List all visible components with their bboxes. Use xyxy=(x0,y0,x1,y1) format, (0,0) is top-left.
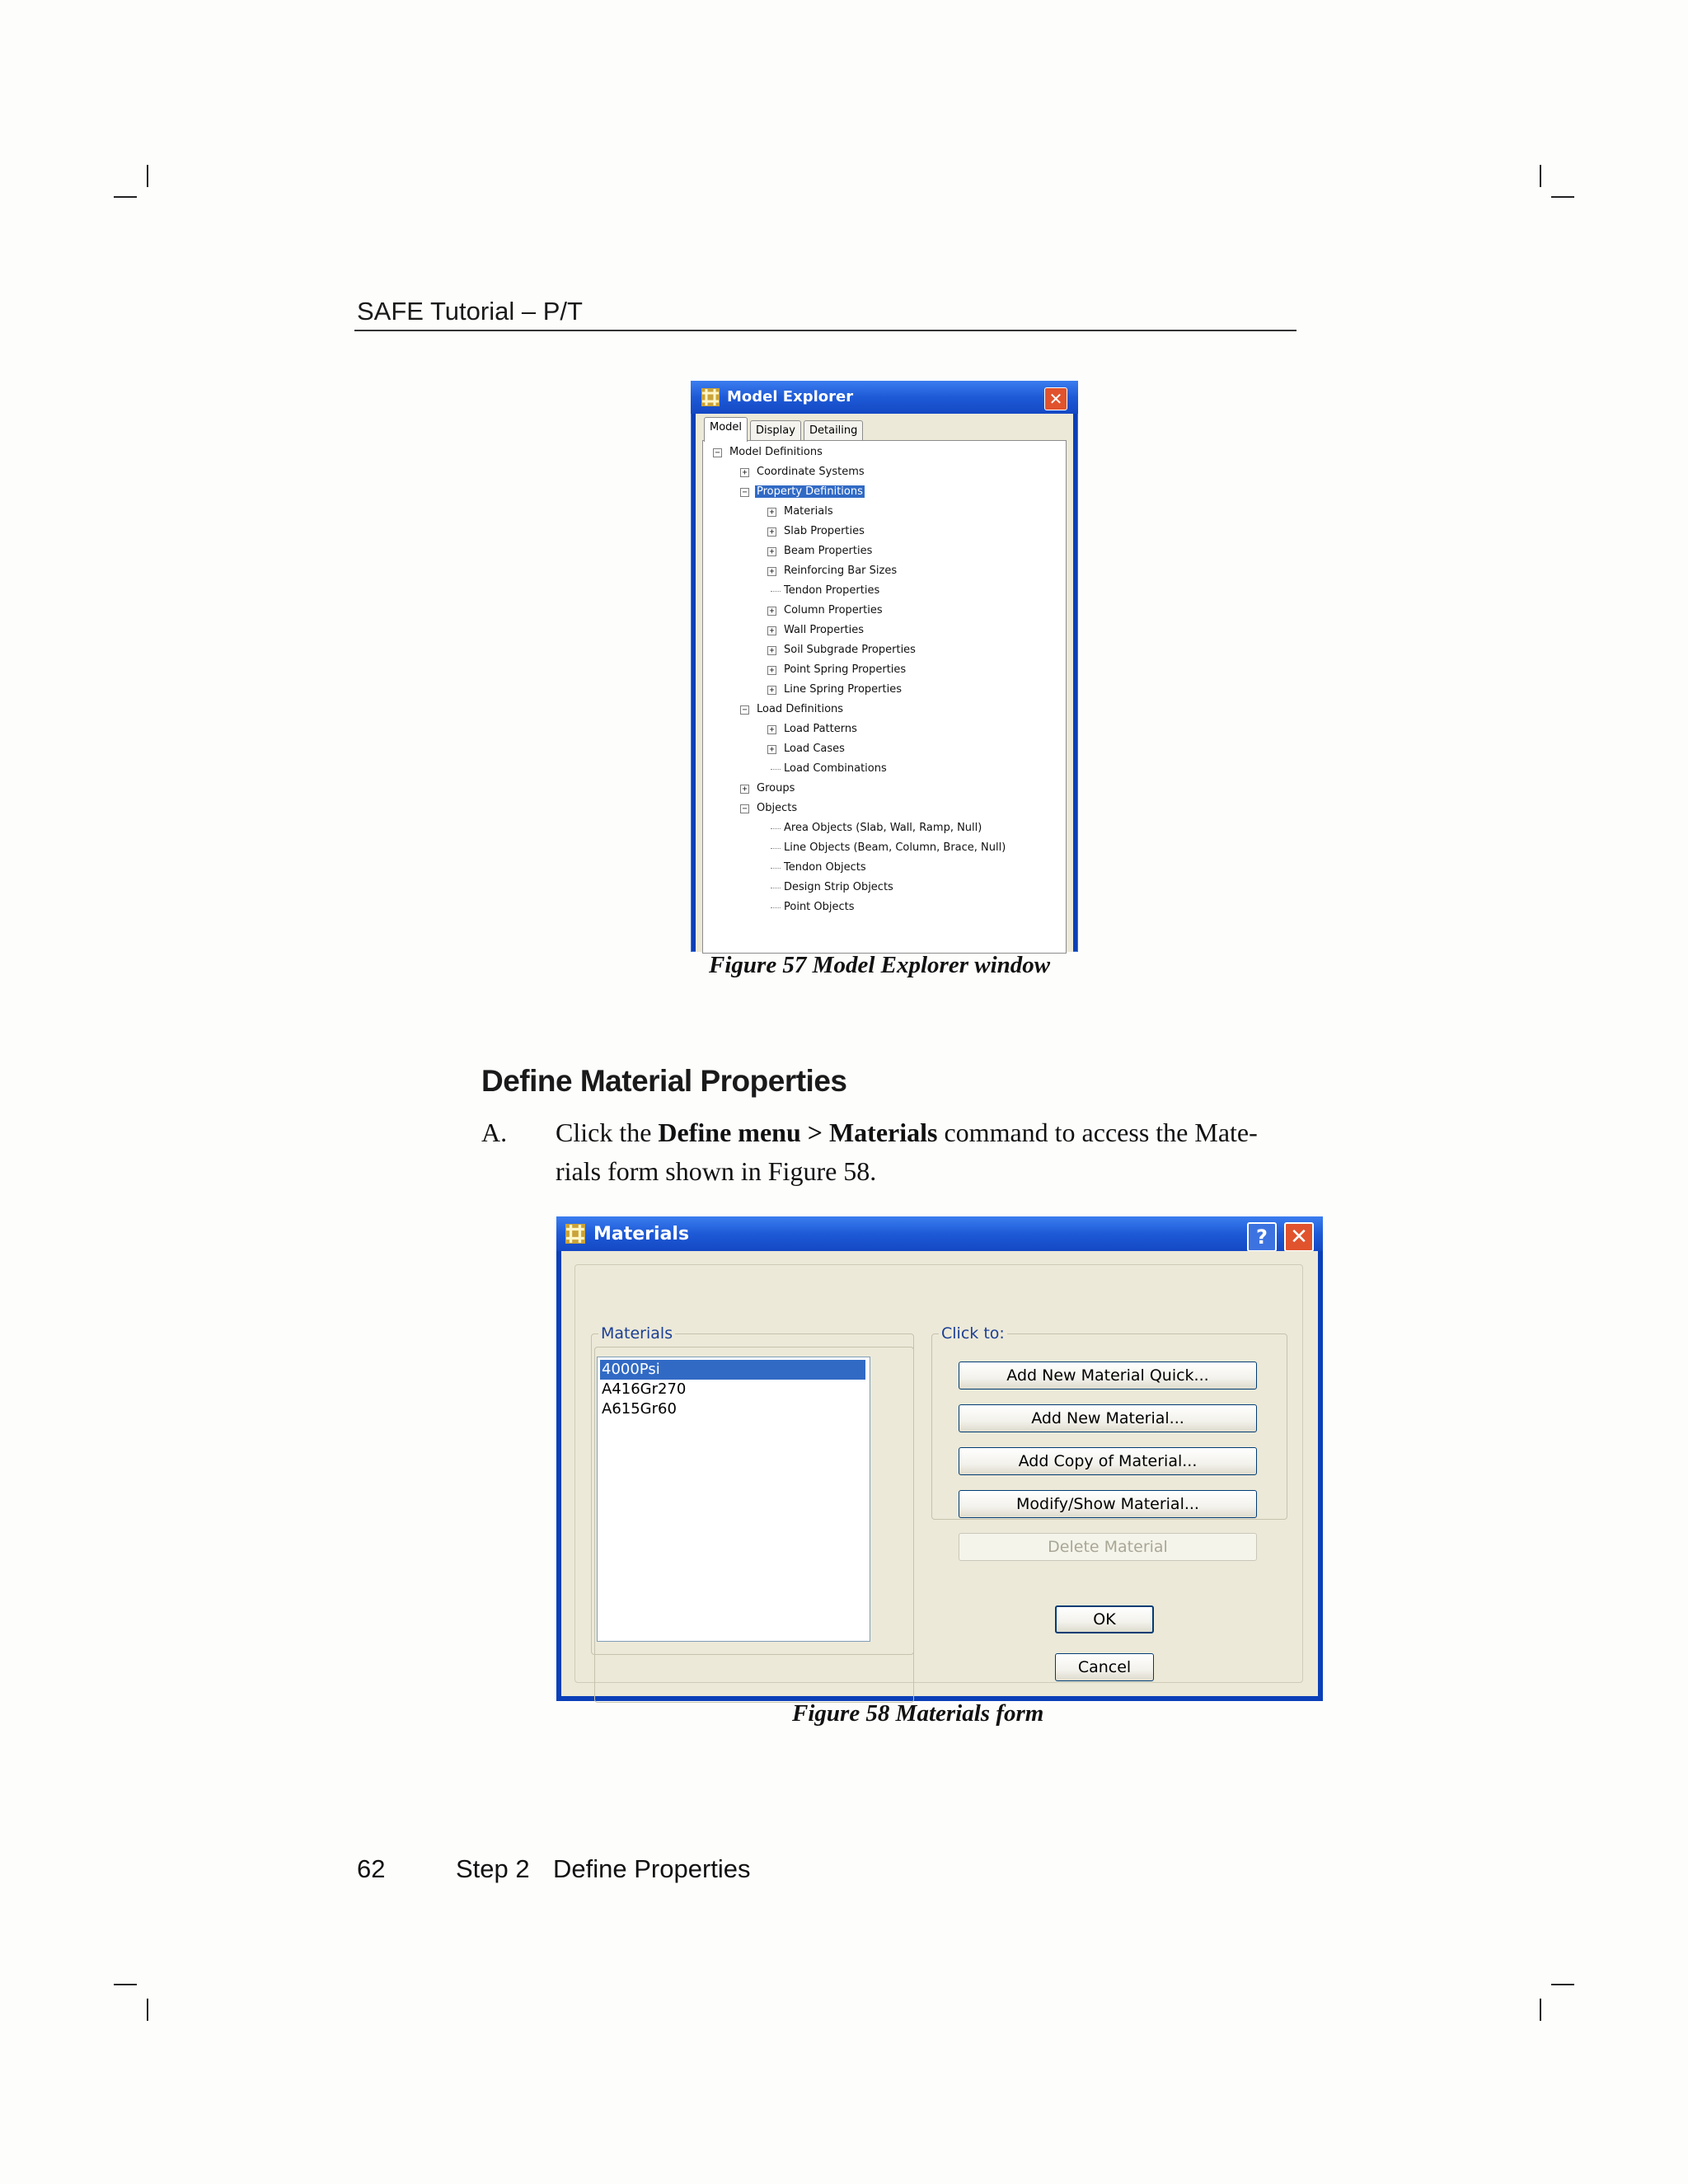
cancel-button[interactable]: Cancel xyxy=(1055,1653,1154,1681)
tree-item[interactable] xyxy=(769,523,866,540)
tree-item-label: Area Objects (Slab, Wall, Ramp, Null) xyxy=(784,822,982,834)
running-header: SAFE Tutorial – P/T xyxy=(357,297,583,326)
click-to-label: Click to: xyxy=(939,1324,1007,1343)
tree-item[interactable] xyxy=(769,721,859,738)
step-line-1 xyxy=(556,1118,1258,1148)
materials-titlebar[interactable] xyxy=(556,1216,1323,1251)
materials-title: Materials xyxy=(593,1224,690,1244)
tree-item-label: Load Patterns xyxy=(784,723,857,735)
tree-item[interactable] xyxy=(782,860,868,876)
materials-dialog xyxy=(556,1216,1323,1701)
tree-connector xyxy=(771,907,781,908)
tree-item-label: Coordinate Systems xyxy=(757,466,865,478)
tree-item-label: Model Definitions xyxy=(729,446,823,458)
tree-item[interactable] xyxy=(742,464,866,480)
tree-item-label: Line Spring Properties xyxy=(784,683,903,696)
tree-item[interactable] xyxy=(782,840,1007,856)
tree-connector xyxy=(771,828,781,829)
expand-icon[interactable]: + xyxy=(767,567,776,576)
crop-mark xyxy=(147,1999,148,2021)
tree-item[interactable] xyxy=(782,899,856,916)
crop-mark xyxy=(114,1984,137,1985)
add-copy-of-material-button[interactable]: Add Copy of Material... xyxy=(959,1447,1257,1475)
collapse-icon[interactable]: − xyxy=(740,488,749,497)
collapse-icon[interactable]: − xyxy=(740,804,749,813)
tree-item-label: Tendon Objects xyxy=(784,861,866,874)
model-explorer-titlebar[interactable] xyxy=(691,381,1078,414)
help-icon[interactable]: ? xyxy=(1247,1222,1277,1252)
tree-item[interactable] xyxy=(782,583,881,599)
step-line-2: rials form shown in Figure 58. xyxy=(556,1156,877,1186)
expand-icon[interactable]: + xyxy=(740,468,749,477)
ok-button[interactable]: OK xyxy=(1055,1605,1154,1633)
crop-mark xyxy=(147,165,148,187)
expand-icon[interactable]: + xyxy=(767,725,776,734)
delete-material-button[interactable]: Delete Material xyxy=(959,1533,1257,1561)
crop-mark xyxy=(1540,1999,1541,2021)
app-grid-icon xyxy=(701,388,720,406)
tree-item-label: Line Objects (Beam, Column, Brace, Null) xyxy=(784,841,1006,854)
tree-item-label: Tendon Properties xyxy=(784,584,880,597)
expand-icon[interactable]: + xyxy=(767,508,776,517)
tree-item-label: Property Definitions xyxy=(757,485,863,498)
tree-item[interactable] xyxy=(742,701,845,718)
tree-item[interactable] xyxy=(769,642,917,658)
close-icon[interactable]: ✕ xyxy=(1044,387,1067,410)
tab-detailing[interactable]: Detailing xyxy=(804,420,863,441)
tree-item-label: Point Objects xyxy=(784,901,855,913)
tree-item-label: Load Cases xyxy=(784,743,845,755)
step-text: command to access the Mate- xyxy=(937,1118,1258,1147)
modify-show-material-button[interactable]: Modify/Show Material... xyxy=(959,1490,1257,1518)
tab-model[interactable]: Model xyxy=(704,417,748,442)
collapse-icon[interactable]: − xyxy=(740,705,749,715)
expand-icon[interactable]: + xyxy=(767,646,776,655)
list-item[interactable]: A416Gr270 xyxy=(602,1380,687,1398)
tree-item-label: Load Combinations xyxy=(784,762,887,775)
step-text: Click the xyxy=(556,1118,659,1147)
footer-step: Step 2 xyxy=(456,1854,530,1883)
close-icon[interactable]: ✕ xyxy=(1284,1222,1314,1252)
tree-item-label: Column Properties xyxy=(784,604,883,616)
tree-item[interactable] xyxy=(769,741,846,757)
crop-mark xyxy=(1551,196,1574,198)
tree-item-label: Slab Properties xyxy=(784,525,865,537)
expand-icon[interactable]: + xyxy=(767,686,776,695)
tree-item-label: Point Spring Properties xyxy=(784,663,907,676)
expand-icon[interactable]: + xyxy=(767,666,776,675)
tree-item[interactable] xyxy=(742,800,799,817)
expand-icon[interactable]: + xyxy=(767,547,776,556)
tree-item[interactable] xyxy=(769,662,907,678)
tree-item[interactable] xyxy=(742,780,796,797)
list-item[interactable]: A615Gr60 xyxy=(602,1400,677,1418)
tree-item[interactable] xyxy=(769,682,903,698)
tree-item-label: Design Strip Objects xyxy=(784,881,893,893)
tree-item-label: Soil Subgrade Properties xyxy=(784,644,916,656)
expand-icon[interactable]: + xyxy=(740,785,749,794)
tree-connector xyxy=(771,769,781,770)
tree-item-label: Objects xyxy=(757,802,798,814)
step-letter: A. xyxy=(481,1118,508,1147)
tree-item[interactable] xyxy=(782,879,895,896)
tree-item[interactable] xyxy=(769,602,884,619)
add-new-material-button[interactable]: Add New Material... xyxy=(959,1404,1257,1432)
tree-item[interactable] xyxy=(769,543,874,560)
tree-connector xyxy=(771,591,781,592)
tree-connector xyxy=(771,848,781,849)
materials-body xyxy=(561,1251,1318,1696)
model-tree[interactable] xyxy=(702,440,1067,954)
page-number: 62 xyxy=(357,1854,386,1883)
expand-icon[interactable]: + xyxy=(767,745,776,754)
section-heading: Define Material Properties xyxy=(481,1064,847,1098)
expand-icon[interactable]: + xyxy=(767,626,776,635)
footer-title: Define Properties xyxy=(553,1854,751,1883)
tree-item-label: Materials xyxy=(784,505,833,518)
tree-connector xyxy=(771,868,781,869)
collapse-icon[interactable]: − xyxy=(713,448,722,457)
tree-item-label: Reinforcing Bar Sizes xyxy=(784,565,898,577)
tree-item-label: Beam Properties xyxy=(784,545,873,557)
tree-item-label: Wall Properties xyxy=(784,624,865,636)
materials-listbox[interactable] xyxy=(597,1357,870,1642)
tree-item[interactable] xyxy=(782,761,889,777)
model-explorer-title: Model Explorer xyxy=(727,388,854,405)
expand-icon[interactable]: + xyxy=(767,607,776,616)
tab-display[interactable]: Display xyxy=(750,420,801,441)
add-new-material-quick-button[interactable]: Add New Material Quick... xyxy=(959,1361,1257,1390)
tree-item[interactable] xyxy=(782,820,983,837)
figure-58-caption: Figure 58 Materials form xyxy=(792,1700,1044,1727)
header-rule xyxy=(354,330,1296,331)
tree-item[interactable] xyxy=(769,622,865,639)
tree-item[interactable] xyxy=(715,444,824,461)
model-explorer-window xyxy=(691,381,1078,952)
crop-mark xyxy=(1540,165,1541,187)
app-grid-icon xyxy=(565,1224,585,1244)
crop-mark xyxy=(1551,1984,1574,1985)
tree-item[interactable] xyxy=(742,484,865,500)
tree-item-label: Groups xyxy=(757,782,795,794)
model-explorer-body xyxy=(696,414,1073,952)
tree-item[interactable] xyxy=(769,563,898,579)
figure-57-caption: Figure 57 Model Explorer window xyxy=(709,952,1051,978)
tree-item[interactable] xyxy=(769,504,835,520)
tree-item-label: Load Definitions xyxy=(757,703,844,715)
materials-group-label: Materials xyxy=(598,1324,675,1343)
menu-path: Define menu > Materials xyxy=(658,1118,938,1147)
expand-icon[interactable]: + xyxy=(767,527,776,537)
list-item[interactable]: 4000Psi xyxy=(600,1360,865,1380)
crop-mark xyxy=(114,196,137,198)
